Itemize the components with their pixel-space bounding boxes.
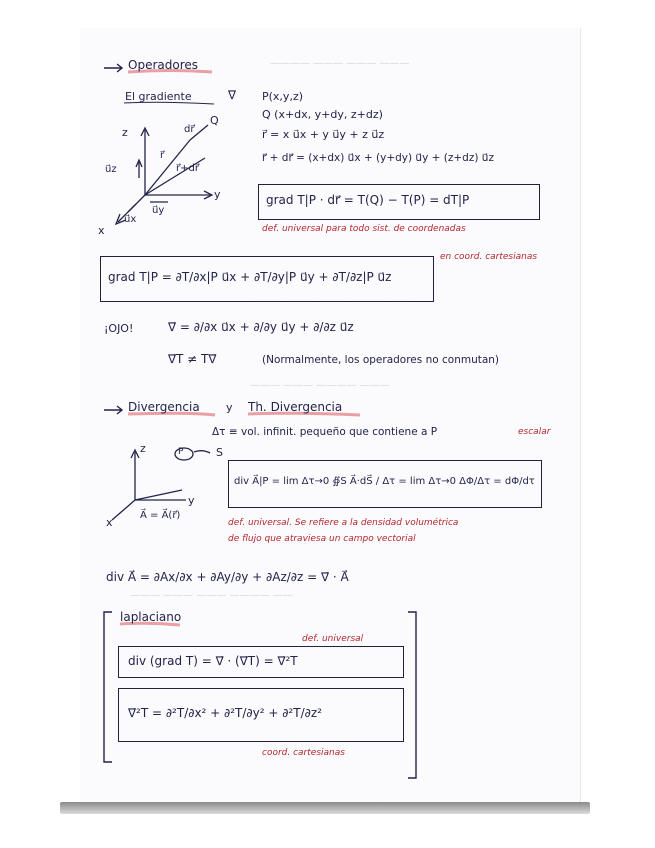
nabla-symbol: ∇ [228, 88, 237, 102]
axis-label-y: y [188, 494, 195, 507]
divergence-note-2: de flujo que atraviesa un campo vectorial [228, 534, 416, 544]
divergence-definition: div A⃗|P = lim Δτ→0 ∯S A⃗·dS⃗ / Δτ = lim Δτ→0 ΔΦ/Δτ = dΦ/dτ [234, 476, 535, 487]
label-q: Q [210, 114, 219, 127]
unit-vector-ux: u⃗x [124, 214, 137, 225]
bleed-through-text: ——— ——— ———— ——— [250, 380, 390, 391]
ojo-label: ¡OJO! [104, 322, 134, 335]
gradient-universal-note: def. universal para todo sist. de coordenadas [262, 224, 466, 234]
label-dr: dr⃗ [184, 124, 195, 135]
heading-y: y [226, 401, 233, 414]
unit-vector-uz: u⃗z [105, 164, 117, 175]
laplacian-coord-note: coord. cartesianas [262, 748, 345, 758]
cartesian-note: en coord. cartesianas [440, 252, 538, 262]
vector-field-def: A⃗ = A⃗(r⃗) [140, 510, 181, 521]
arrow-icon [104, 406, 122, 414]
divergence-note-1: def. universal. Se refiere a la densidad volumétrica [228, 518, 459, 528]
unit-vector-uy: u⃗y [152, 205, 165, 216]
laplacian-cartesian: ∇⃗²T = ∂²T/∂x² + ∂²T/∂y² + ∂²T/∂z² [128, 706, 322, 720]
axis-label-z: z [122, 126, 128, 139]
axis-label-x: x [106, 516, 113, 529]
divergence-cartesian: div A⃗ = ∂Ax/∂x + ∂Ay/∂y + ∂Az/∂z = ∇⃗ · A⃗ [106, 570, 349, 584]
laplacian-definition: div (grad T) = ∇⃗ · (∇⃗T) = ∇⃗²T [128, 654, 298, 668]
noncommute-note: (Normalmente, los operadores no conmutan) [262, 354, 500, 366]
label-r-plus-dr: r⃗+dr⃗ [176, 163, 199, 174]
nabla-definition: ∇⃗ = ∂/∂x u⃗x + ∂/∂y u⃗y + ∂/∂z u⃗z [168, 320, 354, 334]
gradient-definition: grad T|P · dr⃗ = T(Q) − T(P) = dT|P [266, 193, 470, 207]
position-vector: r⃗ = x u⃗x + y u⃗y + z u⃗z [262, 128, 385, 141]
laplacian-bracket-left [104, 612, 112, 762]
heading-gradiente: El gradiente [125, 90, 192, 103]
laplacian-def-note: def. universal [302, 634, 364, 644]
heading-divergencia: Divergencia [128, 400, 200, 414]
bleed-through-text: ———— ——— ——— ——— [270, 58, 410, 69]
point-q: Q (x+dx, y+dy, z+dz) [262, 108, 383, 121]
heading-operadores: Operadores [128, 58, 198, 72]
heading-laplaciano: laplaciano [120, 610, 182, 624]
dtau-definition: Δτ ≡ vol. infinit. pequeño que contiene a P [212, 426, 438, 438]
position-plus-dr: r⃗ + dr⃗ = (x+dx) u⃗x + (y+dy) u⃗y + (z+dz) u⃗z [262, 152, 494, 164]
surface-label: S [216, 446, 223, 459]
arrow-icon [104, 64, 122, 72]
heading-th-divergencia: Th. Divergencia [248, 400, 343, 414]
escalar-note: escalar [518, 427, 551, 437]
gradient-cartesian-formula: grad T|P = ∂T/∂x|P u⃗x + ∂T/∂y|P u⃗y + ∂T/∂z|P u⃗z [108, 270, 392, 284]
axis-label-x: x [98, 224, 105, 237]
laplacian-bracket-right [408, 612, 416, 778]
bleed-through-text: ——— ——— ——— ———— —— [130, 590, 293, 601]
point-p: P(x,y,z) [262, 90, 304, 103]
noncommute-expression: ∇⃗T ≠ T∇⃗ [168, 352, 217, 366]
label-p-circled: P [178, 447, 184, 457]
label-r: r⃗ [160, 150, 165, 161]
axis-label-y: y [214, 188, 221, 201]
axis-label-z: z [140, 442, 146, 455]
bleed-through-text: ——— ——— ——— ———— —— [250, 296, 413, 307]
